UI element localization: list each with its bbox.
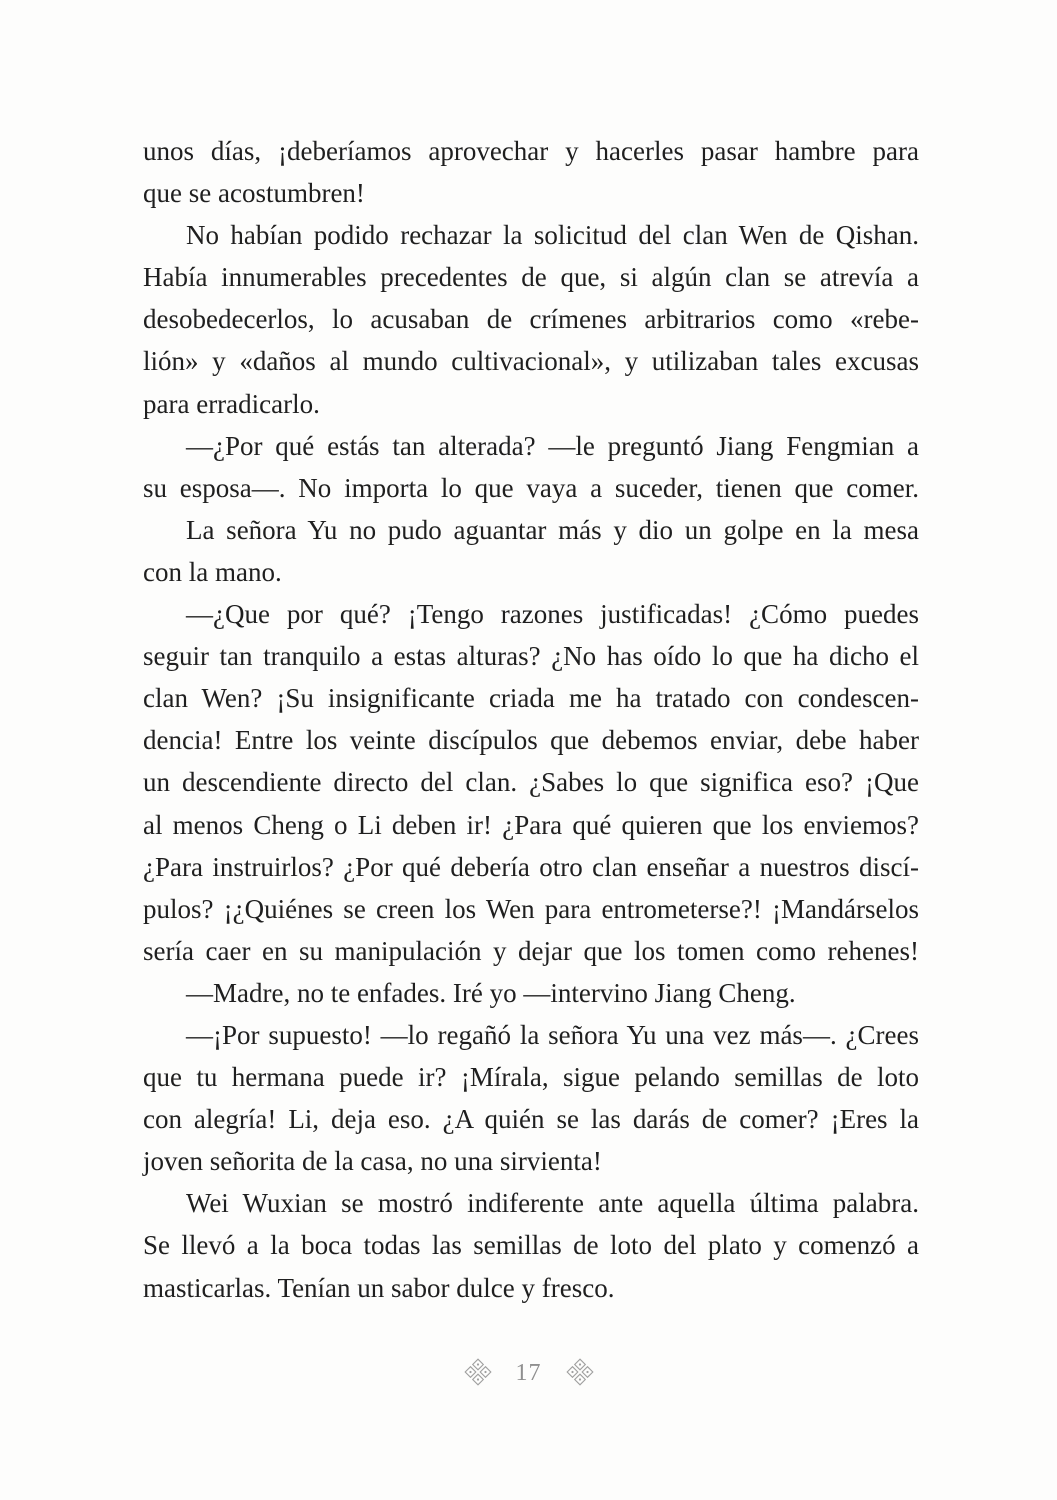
text-line: —¿Por qué estás tan alterada? —le preguntó Jiang Fengmian a bbox=[186, 430, 919, 461]
text-line: un descendiente directo del clan. ¿Sabes lo que significa eso? ¡Que bbox=[143, 767, 919, 798]
text-line: unos días, ¡deberíamos aprovechar y hacerles pasar hambre para bbox=[143, 136, 919, 166]
page-footer bbox=[0, 1348, 1057, 1396]
page-text bbox=[143, 130, 919, 1309]
text-line: pulos? ¡¿Quiénes se creen los Wen para entrometerse?! ¡Mandárselos bbox=[143, 893, 919, 924]
text-line: su esposa—. No importa lo que vaya a suceder, tienen que comer. bbox=[143, 472, 919, 503]
text-line: joven señorita de la casa, no una sirvienta! bbox=[143, 1146, 602, 1177]
text-line: sería caer en su manipulación y dejar que los tomen como rehenes! bbox=[143, 935, 919, 966]
text-line: Wei Wuxian se mostró indiferente ante aquella última palabra. bbox=[186, 1188, 919, 1219]
text-line: La señora Yu no pudo aguantar más y dio un golpe en la mesa bbox=[186, 514, 919, 545]
text-line: con la mano. bbox=[143, 556, 282, 587]
quad-diamond-ornament-icon-left bbox=[464, 1358, 492, 1386]
text-line: desobedecerlos, lo acusaban de crímenes arbitrarios como «rebe- bbox=[143, 304, 919, 335]
text-line: que tu hermana puede ir? ¡Mírala, sigue pelando semillas de loto bbox=[143, 1062, 919, 1093]
text-line: seguir tan tranquilo a estas alturas? ¿No has oído lo que ha dicho el bbox=[143, 641, 919, 672]
text-line: que se acostumbren! bbox=[143, 178, 365, 209]
text-line: —¿Que por qué? ¡Tengo razones justificadas! ¿Cómo puedes bbox=[186, 599, 919, 630]
text-line: para erradicarlo. bbox=[143, 388, 320, 419]
text-line: ¿Para instruirlos? ¿Por qué debería otro clan enseñar a nuestros discí- bbox=[143, 851, 919, 882]
text-line: al menos Cheng o Li deben ir! ¿Para qué quieren que los enviemos? bbox=[143, 809, 919, 840]
text-line: —¡Por supuesto! —lo regañó la señora Yu una vez más—. ¿Crees bbox=[186, 1019, 919, 1050]
text-line: Se llevó a la boca todas las semillas de loto del plato y comenzó a bbox=[143, 1230, 919, 1261]
text-line: con alegría! Li, deja eso. ¿A quién se las darás de comer? ¡Eres la bbox=[143, 1104, 919, 1135]
text-line: —Madre, no te enfades. Iré yo —intervino Jiang Cheng. bbox=[186, 977, 796, 1008]
page-number: 17 bbox=[515, 1360, 542, 1386]
text-line: masticarlas. Tenían un sabor dulce y fresco. bbox=[143, 1272, 615, 1303]
quad-diamond-ornament-icon-right bbox=[566, 1358, 594, 1386]
text-line: dencia! Entre los veinte discípulos que debemos enviar, debe haber bbox=[143, 725, 919, 756]
text-line: Había innumerables precedentes de que, si algún clan se atrevía a bbox=[143, 262, 919, 293]
text-line: lión» y «daños al mundo cultivacional», y utilizaban tales excusas bbox=[143, 346, 919, 377]
text-line: No habían podido rechazar la solicitud del clan Wen de Qishan. bbox=[186, 220, 919, 251]
text-line: clan Wen? ¡Su insignificante criada me ha tratado con condescen- bbox=[143, 683, 919, 714]
